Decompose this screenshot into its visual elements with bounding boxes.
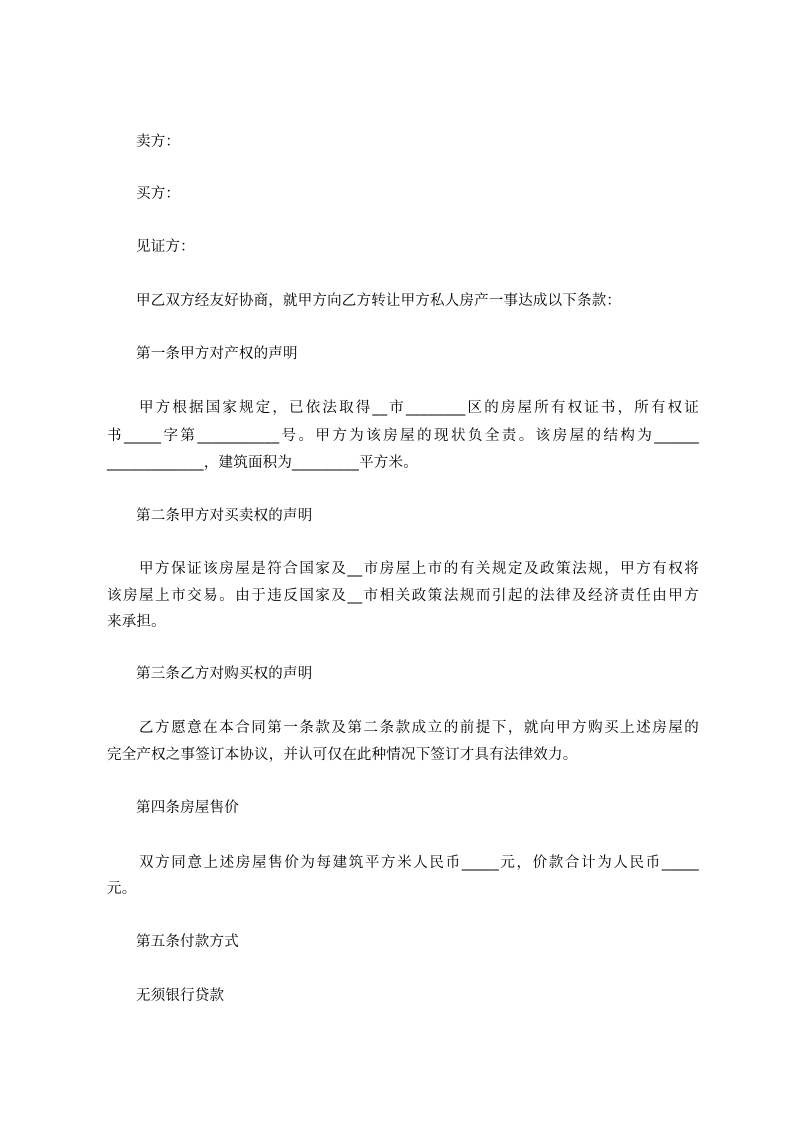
- payment-option-text: 无须银行贷款: [136, 988, 225, 1004]
- article-1-line-1: 甲方根据国家规定，已依法取得__市________区的房屋所有权证书，所有权证: [139, 400, 699, 416]
- article-4-line-1: 双方同意上述房屋售价为每建筑平方米人民币_____元，价款合计为人民币_____: [139, 855, 699, 871]
- article-3-heading: 第三条乙方对购买权的声明: [136, 666, 313, 682]
- article-1-line-3: _____________，建筑面积为_________平方米。: [107, 455, 418, 471]
- article-1-line-2: 书_____字第___________号。甲方为该房屋的现状负全责。该房屋的结构为______: [107, 428, 699, 444]
- article-3-line-2: 完全产权之事签订本协议，并认可仅在此种情况下签订才具有法律效力。: [107, 747, 578, 763]
- intro-paragraph: 甲乙双方经友好协商，就甲方向乙方转让甲方私人房产一事达成以下条款：: [136, 293, 622, 309]
- article-2-heading: 第二条甲方对买卖权的声明: [136, 508, 313, 524]
- article-2-line-2: 该房屋上市交易。由于违反国家及__市相关政策法规而引起的法律及经济责任由甲方: [107, 588, 699, 604]
- article-2-line-1: 甲方保证该房屋是符合国家及__市房屋上市的有关规定及政策法规，甲方有权将: [139, 561, 699, 577]
- seller-label: 卖方：: [136, 134, 181, 150]
- witness-label: 见证方：: [136, 239, 195, 255]
- article-5-heading: 第五条付款方式: [136, 934, 239, 950]
- buyer-label: 买方：: [136, 186, 181, 202]
- article-4-heading: 第四条房屋售价: [136, 800, 239, 816]
- article-3-line-1: 乙方愿意在本合同第一条款及第二条款成立的前提下，就向甲方购买上述房屋的: [139, 720, 699, 736]
- article-4-line-2: 元。: [107, 881, 137, 897]
- article-2-line-3: 来承担。: [107, 614, 166, 630]
- article-1-heading: 第一条甲方对产权的声明: [136, 346, 298, 362]
